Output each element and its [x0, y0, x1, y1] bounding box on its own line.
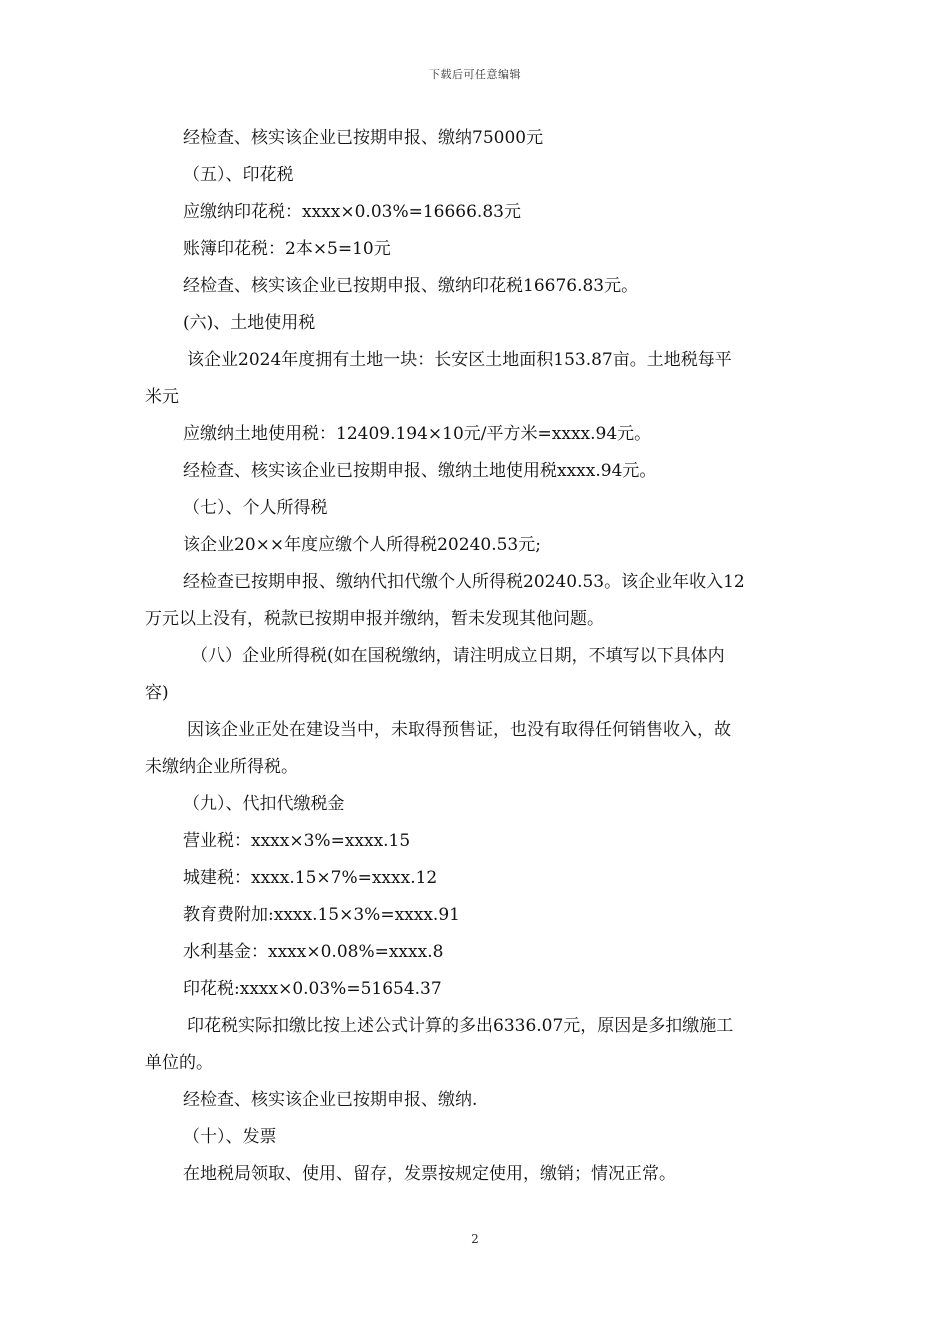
paragraph-line: 经检查、核实该企业已按期申报、缴纳.	[183, 1090, 478, 1110]
paragraph-line: 印花税:xxxx×0.03%=51654.37	[183, 979, 442, 999]
paragraph-line: 在地税局领取、使用、留存，发票按规定使用，缴销；情况正常。	[183, 1164, 676, 1184]
section-heading-6: (六)、土地使用税	[183, 313, 316, 333]
section-heading-10: （十）、发票	[183, 1127, 277, 1147]
document-body	[145, 120, 807, 1193]
page-number: 2	[471, 1232, 479, 1246]
paragraph-line: 营业税：xxxx×3%=xxxx.15	[183, 831, 411, 851]
section-heading-9: （九）、代扣代缴税金	[183, 794, 345, 814]
paragraph-line: 水利基金：xxxx×0.08%=xxxx.8	[183, 942, 444, 962]
paragraph-line: 经检查已按期申报、缴纳代扣代缴个人所得税20240.53。该企业年收入12	[183, 572, 745, 592]
paragraph-line: 应缴纳土地使用税：12409.194×10元/平方米=xxxx.94元。	[183, 424, 652, 444]
section-heading-5: （五）、印花税	[183, 165, 294, 185]
paragraph-line: 因该企业正处在建设当中，未取得预售证，也没有取得任何销售收入，故	[187, 720, 731, 740]
paragraph-line: 应缴纳印花税：xxxx×0.03%=16666.83元	[183, 202, 521, 222]
paragraph-line: 账簿印花税：2本×5=10元	[183, 239, 391, 259]
paragraph-line: 教育费附加:xxxx.15×3%=xxxx.91	[183, 905, 460, 925]
section-heading-8: （八）企业所得税(如在国税缴纳，请注明成立日期，不填写以下具体内	[191, 646, 725, 666]
paragraph-line: 万元以上没有，税款已按期申报并缴纳，暂未发现其他问题。	[145, 609, 604, 629]
paragraph-line: 印花税实际扣缴比按上述公式计算的多出6336.07元，原因是多扣缴施工	[187, 1016, 734, 1036]
paragraph-line: 经检查、核实该企业已按期申报、缴纳印花税16676.83元。	[183, 276, 639, 296]
paragraph-line: 该企业2024年度拥有土地一块：长安区土地面积153.87亩。土地税每平	[187, 350, 732, 370]
section-heading-7: （七）、个人所得税	[183, 498, 328, 518]
paragraph-line: 经检查、核实该企业已按期申报、缴纳土地使用税xxxx.94元。	[183, 461, 657, 481]
page-header: 下载后可任意编辑	[429, 68, 521, 81]
paragraph-line: 容)	[145, 683, 169, 703]
paragraph-line: 单位的。	[145, 1053, 213, 1073]
paragraph-line: 城建税：xxxx.15×7%=xxxx.12	[183, 868, 438, 888]
paragraph-line: 经检查、核实该企业已按期申报、缴纳75000元	[183, 128, 544, 148]
paragraph-line: 米元	[145, 387, 179, 407]
paragraph-line: 该企业20××年度应缴个人所得税20240.53元;	[183, 535, 541, 555]
paragraph-line: 未缴纳企业所得税。	[145, 757, 298, 777]
